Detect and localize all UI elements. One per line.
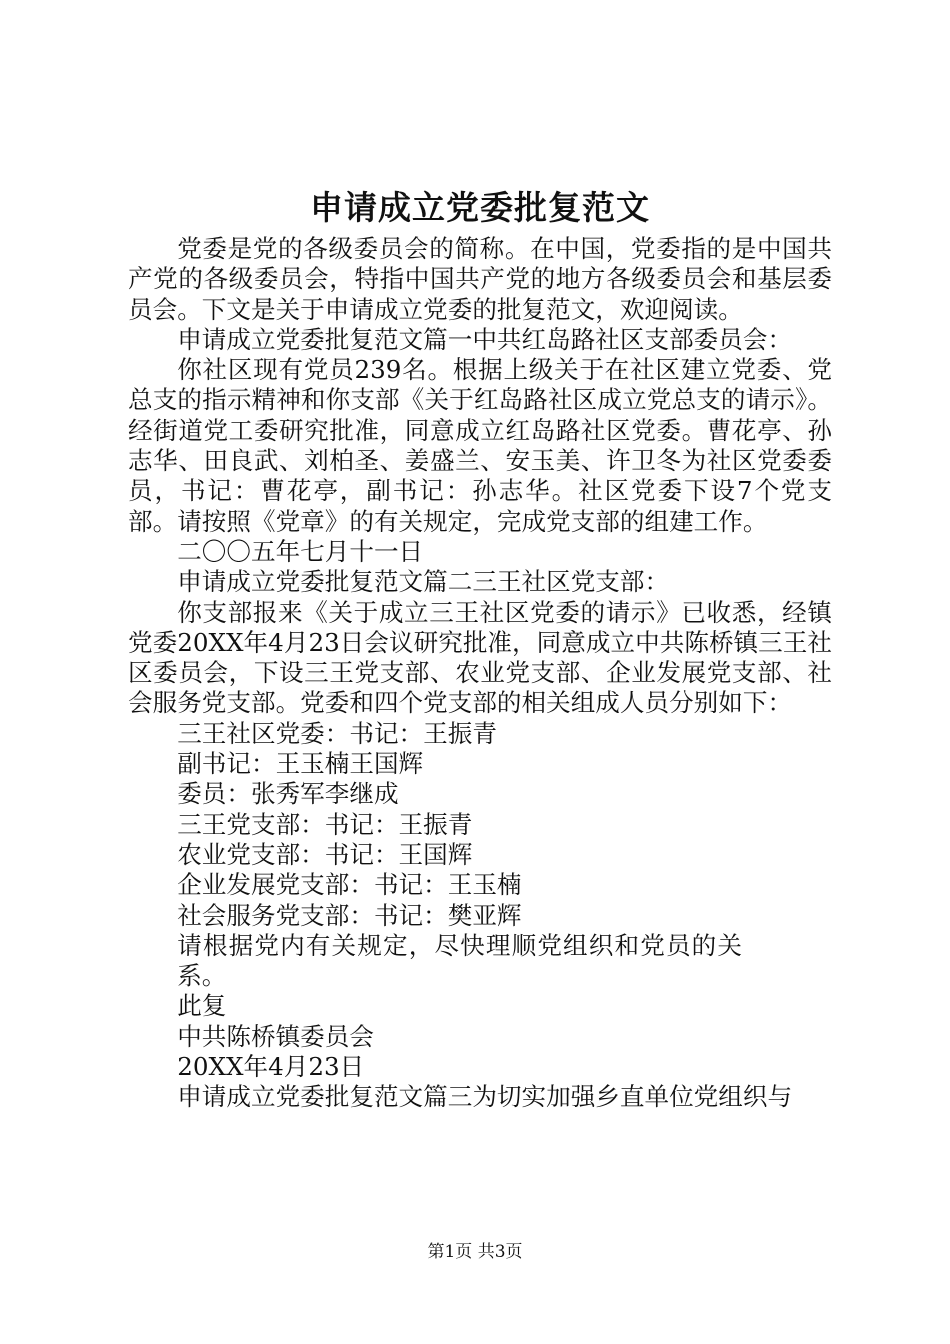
member-list-line: 三王党支部：书记：王振青 bbox=[177, 809, 473, 839]
sample-three-start: 申请成立党委批复范文篇三为切实加强乡直单位党组织与 bbox=[177, 1082, 793, 1112]
signature: 中共陈桥镇委员会 bbox=[177, 1021, 374, 1051]
intro-paragraph: 党委是党的各级委员会的简称。在中国，党委指的是中国共产党的各级委员会，特指中国共产党的地方各级委员会和基层委员会。下文是关于申请成立党委的批复范文，欢迎阅读。 bbox=[128, 234, 832, 324]
sample-one-date: 二〇〇五年七月十一日 bbox=[177, 536, 424, 566]
sample-two-body: 你支部报来《关于成立三王社区党委的请示》已收悉，经镇党委20XX年4月23日会议研究批准，同意成立中共陈桥镇三王社区委员会，下设三王党支部、农业党支部、企业发展党支部、社会服务党支部。党委和四个党支部的相关组成人员分别如下： bbox=[128, 597, 832, 718]
member-list-line: 企业发展党支部：书记：王玉楠 bbox=[177, 870, 522, 900]
member-list-line: 副书记：王玉楠王国辉 bbox=[177, 749, 424, 779]
sample-one-heading: 申请成立党委批复范文篇一中共红岛路社区支部委员会： bbox=[177, 324, 793, 354]
sample-two-heading: 申请成立党委批复范文篇二三王社区党支部： bbox=[177, 567, 670, 597]
member-list-line: 农业党支部：书记：王国辉 bbox=[177, 839, 473, 869]
page-number-footer: 第1页 共3页 bbox=[427, 1242, 523, 1262]
document-title: 申请成立党委批复范文 bbox=[310, 188, 650, 227]
member-list-line: 社会服务党支部：书记：樊亚辉 bbox=[177, 900, 522, 930]
sample-one-body: 你社区现有党员239名。根据上级关于在社区建立党委、党总支的指示精神和你支部《关于红岛路社区成立党总支的请示》。经街道党工委研究批准，同意成立红岛路社区党委。曹花亭、孙志华、田良武、刘柏圣、姜盛兰、安玉美、许卫冬为社区党委委员，书记：曹花亭，副书记：孙志华。社区党委下设7个党支部。请按照《党章》的有关规定，完成党支部的组建工作。 bbox=[128, 355, 832, 536]
member-list-line: 三王社区党委：书记：王振青 bbox=[177, 718, 497, 748]
closing-request: 请根据党内有关规定，尽快理顺党组织和党员的关系。 bbox=[177, 930, 742, 991]
member-list-line: 委员：张秀军李继成 bbox=[177, 779, 399, 809]
reply-mark: 此复 bbox=[177, 991, 227, 1021]
document-page bbox=[128, 0, 832, 1344]
signature-date: 20XX年4月23日 bbox=[177, 1052, 365, 1082]
document-body bbox=[128, 234, 832, 1113]
